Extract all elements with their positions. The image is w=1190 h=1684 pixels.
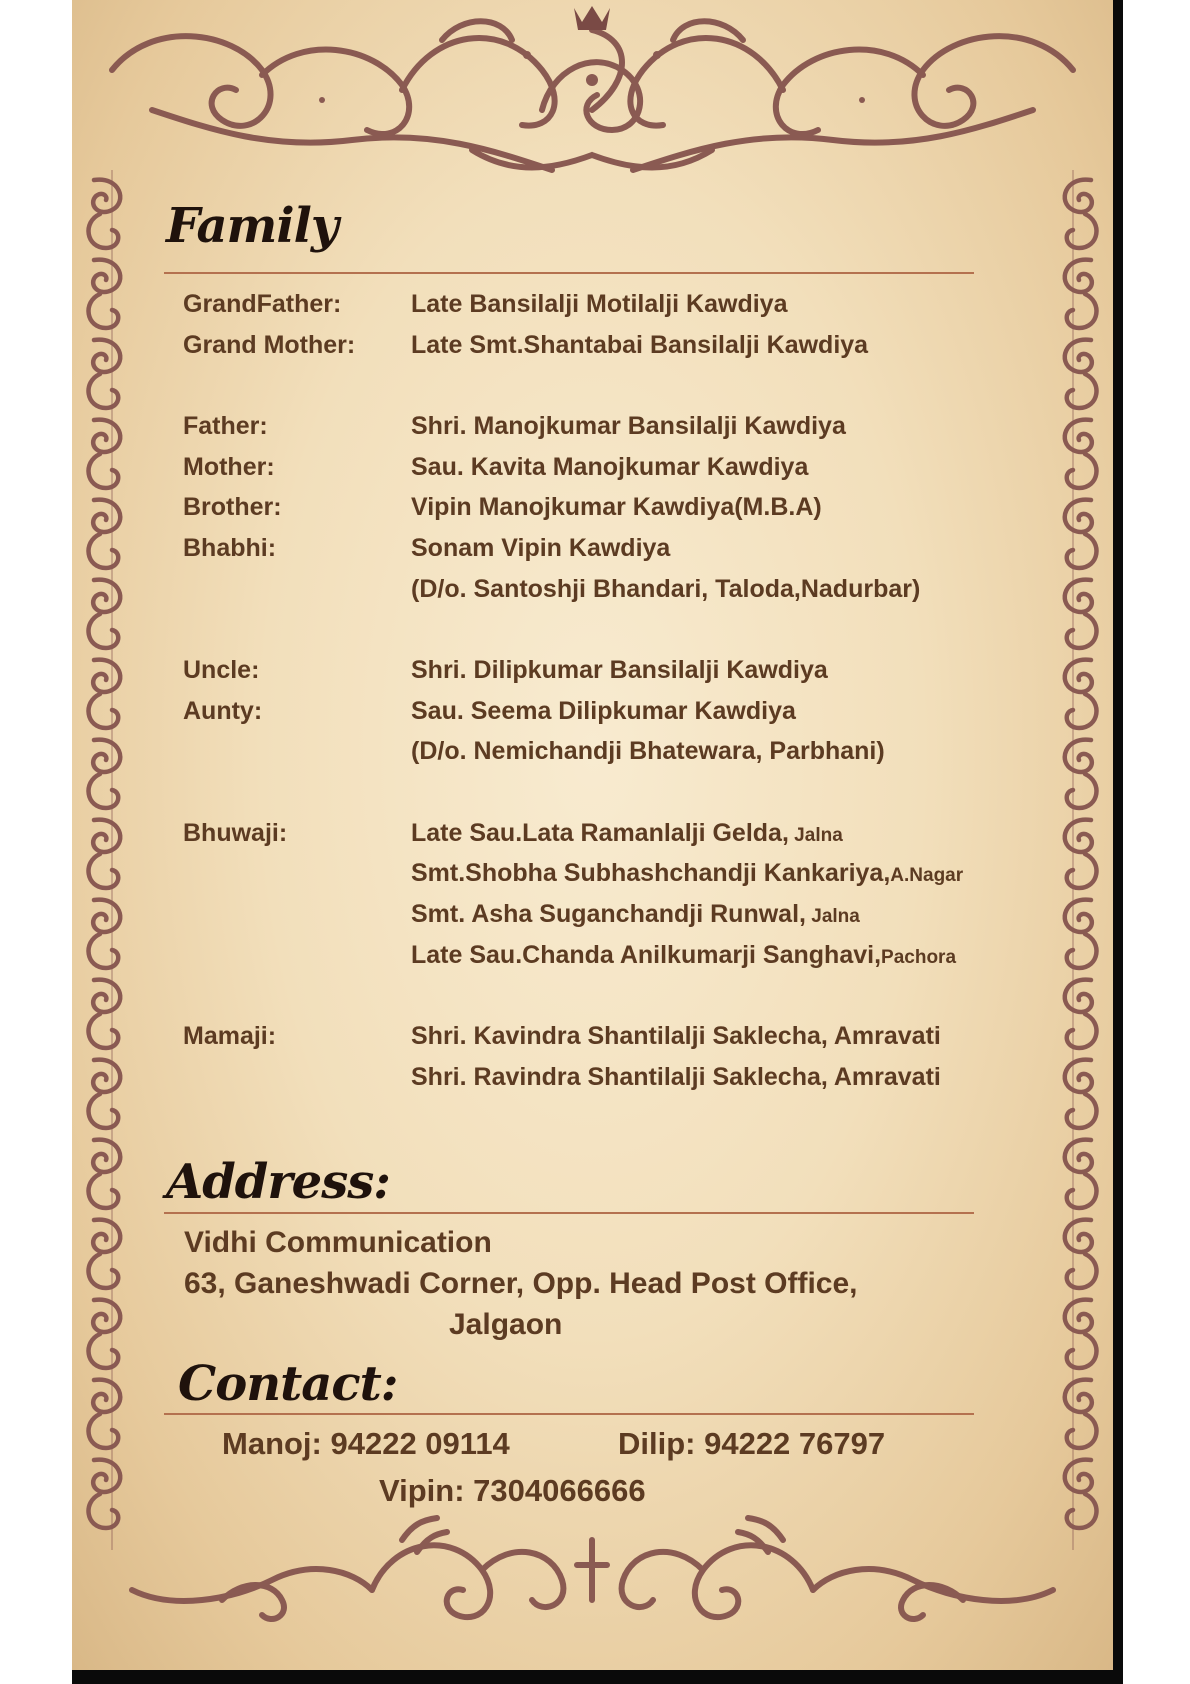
top-ornament bbox=[112, 21, 1073, 170]
place-name: A.Nagar bbox=[890, 865, 964, 886]
relation-label: Uncle: bbox=[183, 656, 260, 684]
address-heading: Address: bbox=[166, 1154, 390, 1210]
relation-label: Mamaji: bbox=[183, 1022, 277, 1050]
relation-name: Shri. Dilipkumar Bansilalji Kawdiya bbox=[411, 656, 828, 684]
relation-name: Shri. Manojkumar Bansilalji Kawdiya bbox=[411, 412, 846, 440]
relation-name: Shri. Ravindra Shantilalji Saklecha, Amravati bbox=[411, 1063, 941, 1091]
relation-label: Brother: bbox=[183, 493, 282, 521]
contact-vipin: Vipin: 7304066666 bbox=[379, 1473, 646, 1508]
relation-name: Shri. Kavindra Shantilalji Saklecha, Amravati bbox=[411, 1022, 941, 1050]
relation-label: Father: bbox=[183, 412, 268, 440]
relation-name: (D/o. Nemichandji Bhatewara, Parbhani) bbox=[411, 737, 885, 765]
left-border bbox=[89, 170, 121, 1550]
family-divider bbox=[164, 272, 974, 274]
contact-manoj: Manoj: 94222 09114 bbox=[222, 1426, 510, 1461]
contact-heading: Contact: bbox=[178, 1356, 398, 1412]
relation-label: Bhabhi: bbox=[183, 534, 277, 562]
relation-label: Aunty: bbox=[183, 697, 263, 725]
relation-label: Grand Mother: bbox=[183, 331, 356, 359]
relation-name: Vipin Manojkumar Kawdiya(M.B.A) bbox=[411, 493, 822, 521]
place-name: Pachora bbox=[881, 947, 957, 968]
relation-name: Smt. Asha Suganchandji Runwal, Jalna bbox=[411, 900, 860, 928]
relation-label: Mother: bbox=[183, 453, 275, 481]
place-name: Jalna bbox=[805, 906, 860, 927]
address-line-1: Vidhi Communication bbox=[184, 1226, 492, 1259]
contact-dilip: Dilip: 94222 76797 bbox=[618, 1426, 886, 1461]
crown-icon bbox=[574, 6, 610, 30]
address-divider bbox=[164, 1212, 974, 1214]
right-border bbox=[1065, 170, 1097, 1550]
place-name: Jalna bbox=[788, 825, 843, 846]
address-line-3: Jalgaon bbox=[449, 1308, 563, 1341]
address-line-2: 63, Ganeshwadi Corner, Opp. Head Post Office, bbox=[184, 1267, 858, 1300]
relation-label: Bhuwaji: bbox=[183, 819, 288, 847]
relation-name: Late Bansilalji Motilalji Kawdiya bbox=[411, 290, 788, 318]
relation-name: Late Sau.Chanda Anilkumarji Sanghavi,Pachora bbox=[411, 941, 957, 969]
card-shadow-right bbox=[1113, 0, 1123, 1684]
bottom-ornament bbox=[132, 1518, 1053, 1619]
relation-name: Late Smt.Shantabai Bansilalji Kawdiya bbox=[411, 331, 869, 359]
relation-label: GrandFather: bbox=[183, 290, 342, 318]
relation-name: Late Sau.Lata Ramanlalji Gelda, Jalna bbox=[411, 819, 843, 847]
relation-name: (D/o. Santoshji Bhandari, Taloda,Nadurbar) bbox=[411, 575, 921, 603]
relation-name: Smt.Shobha Subhashchandji Kankariya,A.Nagar bbox=[411, 859, 964, 887]
contact-divider bbox=[164, 1413, 974, 1415]
card-shadow-bottom bbox=[72, 1670, 1123, 1684]
relation-name: Sau. Seema Dilipkumar Kawdiya bbox=[411, 697, 796, 725]
invitation-card bbox=[72, 0, 1113, 1670]
relation-name: Sau. Kavita Manojkumar Kawdiya bbox=[411, 453, 809, 481]
relation-name: Sonam Vipin Kawdiya bbox=[411, 534, 671, 562]
family-heading: Family bbox=[166, 198, 338, 254]
